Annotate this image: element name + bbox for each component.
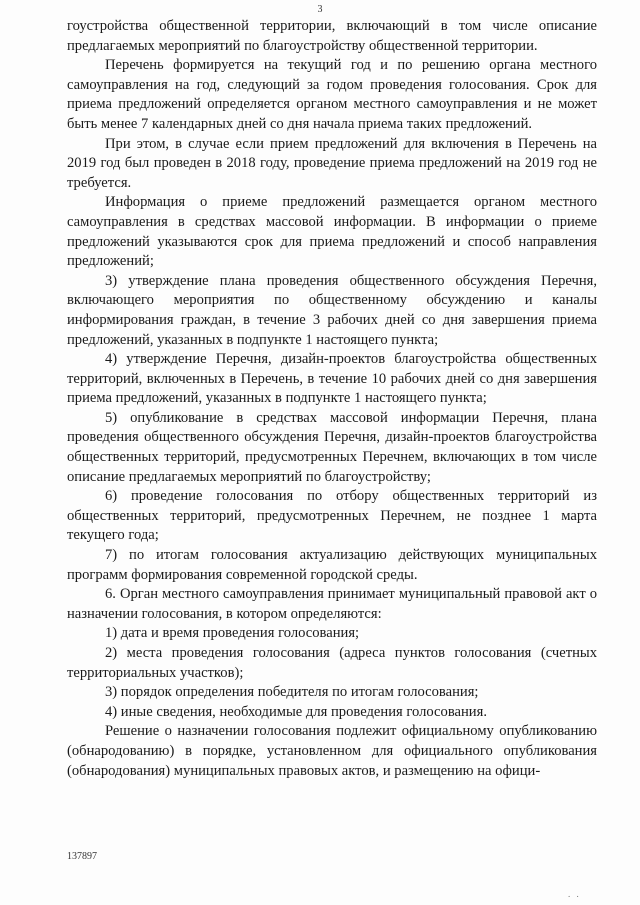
paragraph-publication: Решение о назначении голосования подлежит официальному опубликованию (обнародованию) в порядке, установленном для официального опубликования (обнародования) муниципальных правовых актов, и размещению на офици- [67, 723, 597, 779]
sublist-item-3: 3) порядок определения победителя по итогам голосования; [105, 684, 479, 701]
corner-mark: . . [568, 889, 581, 899]
list-item-5: 5) опубликование в средствах массовой информации Перечня, плана проведения общественного обсуждения Перечня, дизайн-проектов благоустройства общественных территорий, предусмотренных Перечнем, включающих в том числе описание предлагаемых мероприятий по благоустройству; [67, 409, 597, 485]
list-item-7: 7) по итогам голосования актуализацию действующих муниципальных программ формирования современной городской среды. [67, 547, 597, 583]
section-6-intro: 6. Орган местного самоуправления принимает муниципальный правовой акт о назначении голосования, в котором определяются: [67, 586, 597, 622]
footer-code: 137897 [67, 851, 97, 862]
paragraph-list-formation: Перечень формируется на текущий год и по решению органа местного самоуправления на год, следующий за годом проведения голосования. Срок для приема предложений определяется органом местного самоуправления и не может быть менее 7 календарных дней со дня начала приема таких предложений. [67, 57, 597, 132]
list-item-4: 4) утверждение Перечня, дизайн-проектов благоустройства общественных территорий, включенных в Перечень, в течение 10 рабочих дней со дня завершения приема предложений, указанных в подпункте 1 настоящего пункта; [67, 351, 597, 407]
page-number: 3 [317, 4, 323, 15]
list-item-6: 6) проведение голосования по отбору общественных территорий из общественных территорий, предусмотренных Перечнем, не позднее 1 марта текущего года; [67, 488, 597, 544]
sublist-item-1: 1) дата и время проведения голосования; [105, 625, 360, 642]
paragraph-2019-exception: При этом, в случае если прием предложений для включения в Перечень на 2019 год был проведен в 2018 году, проведение приема предложений на 2019 год не требуется. [67, 135, 597, 191]
paragraph-media-info: Информация о приеме предложений размещается органом местного самоуправления в средствах массовой информации. В информации о приеме предложений указываются срок для приема предложений и способ направления предложений; [67, 194, 597, 270]
sublist-item-4: 4) иные сведения, необходимые для проведения голосования. [105, 703, 487, 720]
list-item-3: 3) утверждение плана проведения общественного обсуждения Перечня, включающего мероприятия по общественному обсуждению и каналы информирования граждан, в течение 3 рабочих дней со дня завершения приема предложений, указанных в подпункте 1 настоящего пункта; [67, 272, 597, 348]
sublist-item-2: 2) места проведения голосования (адреса пунктов голосования (счетных территориальных участков); [67, 645, 597, 681]
paragraph-continuation: гоустройства общественной территории, включающий в том числе описание предлагаемых мероприятий по благоустройству общественной территории. [67, 18, 597, 54]
document-body [67, 17, 597, 781]
